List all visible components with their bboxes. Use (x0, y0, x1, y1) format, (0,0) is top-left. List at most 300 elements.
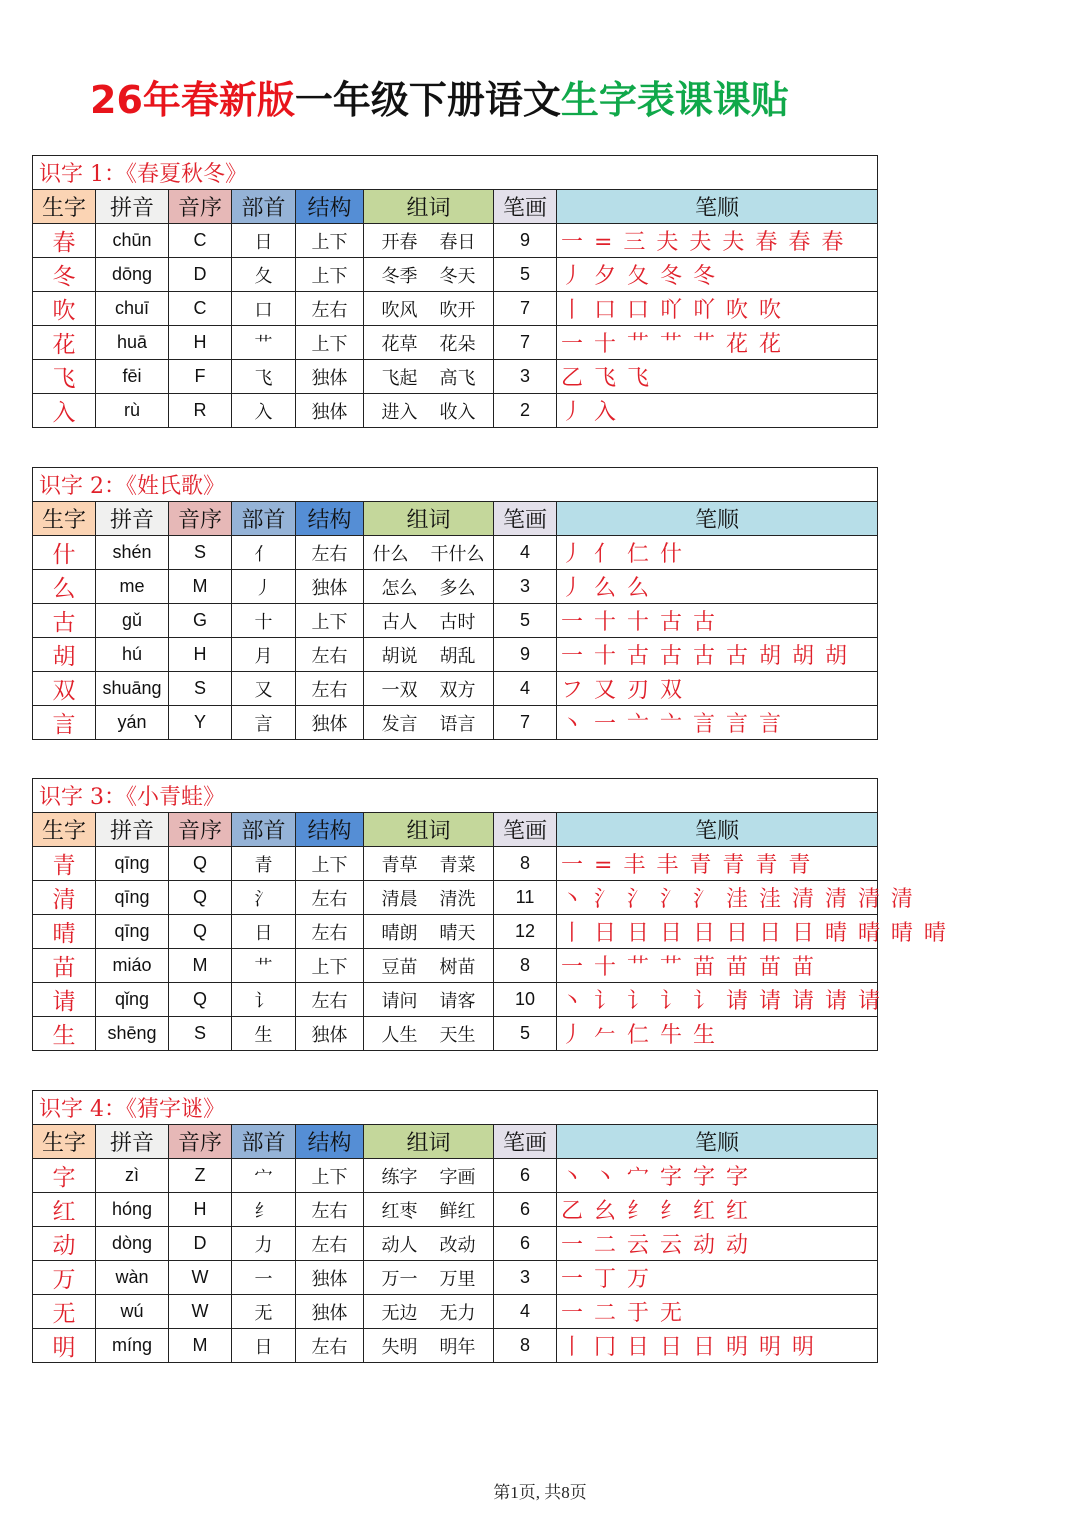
sequence-cell: 丶 一 亠 亠 言 言 言 (557, 706, 878, 740)
radical-cell: 丿 (232, 570, 296, 604)
pinyin-cell: wú (96, 1295, 169, 1329)
sequence-cell: 丿 入 (557, 394, 878, 428)
order-cell: Q (169, 983, 232, 1017)
strokes-cell: 3 (494, 1261, 557, 1295)
pinyin-cell: shén (96, 536, 169, 570)
word-2: 双方 (439, 679, 476, 701)
header-radical: 部首 (232, 1125, 296, 1159)
words-cell (364, 847, 494, 881)
strokes-cell: 2 (494, 394, 557, 428)
pinyin-cell: qīng (96, 847, 169, 881)
char-cell: 入 (33, 394, 96, 428)
word-1: 进入 (381, 401, 418, 423)
sequence-cell: 乙 幺 纟 纟 红 红 (557, 1193, 878, 1227)
table-row (33, 672, 878, 706)
word-2: 无力 (439, 1302, 476, 1324)
structure-cell: 左右 (296, 1227, 364, 1261)
order-cell: S (169, 672, 232, 706)
structure-cell: 独体 (296, 570, 364, 604)
lesson-table (32, 778, 948, 1051)
sequence-cell: 一 十 古 古 古 古 胡 胡 胡 (557, 638, 878, 672)
structure-cell: 左右 (296, 915, 364, 949)
word-2: 高飞 (439, 367, 476, 389)
structure-cell: 左右 (296, 536, 364, 570)
radical-cell: 讠 (232, 983, 296, 1017)
pinyin-cell: shuāng (96, 672, 169, 706)
header-structure: 结构 (296, 502, 364, 536)
order-cell: H (169, 326, 232, 360)
sequence-cell: フ 又 刃 双 (557, 672, 878, 706)
table-row (33, 536, 878, 570)
words-cell (364, 1227, 494, 1261)
word-1: 请问 (381, 990, 418, 1012)
pinyin-cell: huā (96, 326, 169, 360)
header-radical: 部首 (232, 502, 296, 536)
words-cell (364, 394, 494, 428)
radical-cell: 十 (232, 604, 296, 638)
order-cell: M (169, 1329, 232, 1363)
strokes-cell: 10 (494, 983, 557, 1017)
word-1: 胡说 (381, 645, 418, 667)
order-cell: W (169, 1261, 232, 1295)
table-row (33, 604, 878, 638)
radical-cell: 日 (232, 915, 296, 949)
radical-cell: 又 (232, 672, 296, 706)
sequence-cell: 一 丁 万 (557, 1261, 878, 1295)
word-1: 红枣 (381, 1200, 418, 1222)
title-part-2: 一年级下册语文 (294, 78, 561, 122)
word-2: 花朵 (439, 333, 476, 355)
strokes-cell: 6 (494, 1193, 557, 1227)
words-cell (364, 570, 494, 604)
header-order: 音序 (169, 813, 232, 847)
radical-cell: 日 (232, 1329, 296, 1363)
lesson-table (32, 467, 878, 740)
radical-cell: 艹 (232, 326, 296, 360)
strokes-cell: 4 (494, 536, 557, 570)
table-row (33, 1295, 878, 1329)
strokes-cell: 3 (494, 360, 557, 394)
pinyin-cell: dòng (96, 1227, 169, 1261)
sequence-cell: 丨 冂 日 日 日 明 明 明 (557, 1329, 878, 1363)
order-cell: H (169, 1193, 232, 1227)
title-part-3: 生字表课课贴 (560, 78, 789, 122)
strokes-cell: 7 (494, 326, 557, 360)
word-1: 无边 (381, 1302, 418, 1324)
table-row (33, 360, 878, 394)
order-cell: D (169, 1227, 232, 1261)
table-row (33, 1193, 878, 1227)
word-1: 开春 (381, 231, 418, 253)
header-sequence: 笔顺 (557, 813, 878, 847)
sequence-cell: 一 二 云 云 动 动 (557, 1227, 878, 1261)
structure-cell: 上下 (296, 604, 364, 638)
pinyin-cell: chūn (96, 224, 169, 258)
radical-cell: 青 (232, 847, 296, 881)
word-1: 一双 (381, 679, 418, 701)
order-cell: C (169, 292, 232, 326)
pinyin-cell: zì (96, 1159, 169, 1193)
header-words: 组词 (364, 813, 494, 847)
words-cell (364, 258, 494, 292)
words-cell (364, 949, 494, 983)
word-1: 吹风 (381, 299, 418, 321)
sequence-cell: 丿 亻 仁 什 (557, 536, 878, 570)
page-title (90, 72, 789, 128)
char-cell: 无 (33, 1295, 96, 1329)
char-cell: 飞 (33, 360, 96, 394)
word-2: 冬天 (439, 265, 476, 287)
header-char: 生字 (33, 1125, 96, 1159)
structure-cell: 上下 (296, 949, 364, 983)
char-cell: 青 (33, 847, 96, 881)
char-cell: 春 (33, 224, 96, 258)
char-cell: 胡 (33, 638, 96, 672)
char-cell: 明 (33, 1329, 96, 1363)
table-row (33, 292, 878, 326)
words-cell (364, 983, 494, 1017)
radical-cell: 入 (232, 394, 296, 428)
order-cell: D (169, 258, 232, 292)
table-row (33, 915, 878, 949)
lesson-table (32, 1090, 878, 1363)
structure-cell: 独体 (296, 360, 364, 394)
structure-cell: 上下 (296, 258, 364, 292)
header-words: 组词 (364, 502, 494, 536)
pinyin-cell: qīng (96, 881, 169, 915)
word-2: 古时 (439, 611, 476, 633)
word-1: 冬季 (381, 265, 418, 287)
sequence-cell: 一 = 丰 丰 青 青 青 青 (557, 847, 878, 881)
sequence-cell: 丿 么 么 (557, 570, 878, 604)
title-part-1: 26年春新版 (90, 78, 295, 122)
word-1: 飞起 (381, 367, 418, 389)
sequence-cell: 丶 讠 讠 讠 讠 请 请 请 请 请 (557, 983, 878, 1017)
word-1: 动人 (381, 1234, 418, 1256)
word-2: 天生 (439, 1024, 476, 1046)
radical-cell: 艹 (232, 949, 296, 983)
structure-cell: 独体 (296, 394, 364, 428)
structure-cell: 左右 (296, 638, 364, 672)
radical-cell: 纟 (232, 1193, 296, 1227)
structure-cell: 上下 (296, 1159, 364, 1193)
words-cell (364, 1159, 494, 1193)
word-1: 豆苗 (381, 956, 418, 978)
radical-cell: 口 (232, 292, 296, 326)
pinyin-cell: yán (96, 706, 169, 740)
strokes-cell: 8 (494, 949, 557, 983)
strokes-cell: 4 (494, 672, 557, 706)
word-1: 怎么 (381, 577, 418, 599)
table-row (33, 949, 878, 983)
radical-cell: 氵 (232, 881, 296, 915)
char-cell: 吹 (33, 292, 96, 326)
char-cell: 古 (33, 604, 96, 638)
pinyin-cell: rù (96, 394, 169, 428)
header-order: 音序 (169, 1125, 232, 1159)
word-2: 干什么 (430, 543, 485, 565)
table-row (33, 881, 878, 915)
header-radical: 部首 (232, 190, 296, 224)
strokes-cell: 6 (494, 1227, 557, 1261)
order-cell: S (169, 536, 232, 570)
char-cell: 苗 (33, 949, 96, 983)
table-row (33, 570, 878, 604)
radical-cell: 月 (232, 638, 296, 672)
structure-cell: 独体 (296, 1017, 364, 1051)
words-cell (364, 326, 494, 360)
order-cell: S (169, 1017, 232, 1051)
header-strokes: 笔画 (494, 1125, 557, 1159)
word-2: 多么 (439, 577, 476, 599)
char-cell: 请 (33, 983, 96, 1017)
words-cell (364, 224, 494, 258)
sequence-cell: 丶 丶 宀 字 字 字 (557, 1159, 878, 1193)
header-strokes: 笔画 (494, 190, 557, 224)
strokes-cell: 4 (494, 1295, 557, 1329)
pinyin-cell: miáo (96, 949, 169, 983)
page-footer: 第1页, 共8页 (493, 1483, 587, 1502)
strokes-cell: 7 (494, 292, 557, 326)
word-1: 人生 (381, 1024, 418, 1046)
lesson-caption: 识字 1：《春夏秋冬》 (33, 156, 878, 190)
radical-cell: 无 (232, 1295, 296, 1329)
word-2: 明年 (439, 1336, 476, 1358)
char-cell: 生 (33, 1017, 96, 1051)
header-pinyin: 拼音 (96, 813, 169, 847)
words-cell (364, 672, 494, 706)
strokes-cell: 5 (494, 1017, 557, 1051)
char-cell: 什 (33, 536, 96, 570)
header-sequence: 笔顺 (557, 1125, 878, 1159)
pinyin-cell: me (96, 570, 169, 604)
word-1: 万一 (381, 1268, 418, 1290)
pinyin-cell: shēng (96, 1017, 169, 1051)
header-words: 组词 (364, 190, 494, 224)
structure-cell: 左右 (296, 881, 364, 915)
structure-cell: 左右 (296, 672, 364, 706)
strokes-cell: 5 (494, 604, 557, 638)
table-row (33, 983, 878, 1017)
word-2: 胡乱 (439, 645, 476, 667)
sequence-cell: 丿 夕 夂 冬 冬 (557, 258, 878, 292)
radical-cell: 一 (232, 1261, 296, 1295)
strokes-cell: 8 (494, 847, 557, 881)
header-order: 音序 (169, 190, 232, 224)
structure-cell: 独体 (296, 706, 364, 740)
table-row (33, 847, 878, 881)
word-2: 树苗 (439, 956, 476, 978)
word-2: 收入 (439, 401, 476, 423)
structure-cell: 独体 (296, 1261, 364, 1295)
char-cell: 万 (33, 1261, 96, 1295)
structure-cell: 上下 (296, 847, 364, 881)
strokes-cell: 8 (494, 1329, 557, 1363)
strokes-cell: 7 (494, 706, 557, 740)
structure-cell: 左右 (296, 983, 364, 1017)
word-1: 什么 (372, 543, 409, 565)
char-cell: 言 (33, 706, 96, 740)
word-1: 清晨 (381, 888, 418, 910)
lesson-caption: 识字 2：《姓氏歌》 (33, 468, 878, 502)
table-row (33, 638, 878, 672)
table-row (33, 224, 878, 258)
word-2: 春日 (439, 231, 476, 253)
order-cell: Q (169, 915, 232, 949)
word-2: 请客 (439, 990, 476, 1012)
char-cell: 么 (33, 570, 96, 604)
structure-cell: 左右 (296, 1329, 364, 1363)
word-1: 练字 (381, 1166, 418, 1188)
structure-cell: 左右 (296, 292, 364, 326)
char-cell: 花 (33, 326, 96, 360)
sequence-cell: 一 = 三 夫 夫 夫 春 春 春 (557, 224, 878, 258)
table-row (33, 1261, 878, 1295)
order-cell: C (169, 224, 232, 258)
pinyin-cell: qǐng (96, 983, 169, 1017)
pinyin-cell: míng (96, 1329, 169, 1363)
words-cell (364, 915, 494, 949)
word-2: 吹开 (439, 299, 476, 321)
order-cell: G (169, 604, 232, 638)
words-cell (364, 536, 494, 570)
order-cell: F (169, 360, 232, 394)
word-1: 发言 (381, 713, 418, 735)
word-1: 古人 (381, 611, 418, 633)
sequence-cell: 一 十 艹 艹 艹 花 花 (557, 326, 878, 360)
structure-cell: 独体 (296, 1295, 364, 1329)
table-row (33, 1159, 878, 1193)
table-row (33, 258, 878, 292)
word-2: 鲜红 (439, 1200, 476, 1222)
pinyin-cell: dōng (96, 258, 169, 292)
header-char: 生字 (33, 190, 96, 224)
pinyin-cell: hóng (96, 1193, 169, 1227)
sequence-cell: 一 十 十 古 古 (557, 604, 878, 638)
strokes-cell: 11 (494, 881, 557, 915)
char-cell: 双 (33, 672, 96, 706)
sequence-cell: 一 十 艹 艹 苗 苗 苗 苗 (557, 949, 878, 983)
char-cell: 晴 (33, 915, 96, 949)
header-order: 音序 (169, 502, 232, 536)
sequence-cell: 一 二 于 无 (557, 1295, 878, 1329)
sequence-cell: 丨 口 口 吖 吖 吹 吹 (557, 292, 878, 326)
order-cell: Q (169, 847, 232, 881)
table-row (33, 394, 878, 428)
word-2: 青菜 (439, 854, 476, 876)
words-cell (364, 360, 494, 394)
radical-cell: 亻 (232, 536, 296, 570)
sequence-cell: 丿 𠂉 仁 牛 生 (557, 1017, 878, 1051)
header-sequence: 笔顺 (557, 190, 878, 224)
words-cell (364, 1017, 494, 1051)
radical-cell: 生 (232, 1017, 296, 1051)
strokes-cell: 9 (494, 638, 557, 672)
header-structure: 结构 (296, 1125, 364, 1159)
words-cell (364, 1295, 494, 1329)
word-1: 失明 (381, 1336, 418, 1358)
header-structure: 结构 (296, 190, 364, 224)
order-cell: H (169, 638, 232, 672)
strokes-cell: 9 (494, 224, 557, 258)
structure-cell: 上下 (296, 224, 364, 258)
words-cell (364, 604, 494, 638)
order-cell: Q (169, 881, 232, 915)
radical-cell: 夂 (232, 258, 296, 292)
words-cell (364, 638, 494, 672)
table-row (33, 326, 878, 360)
words-cell (364, 292, 494, 326)
header-char: 生字 (33, 502, 96, 536)
order-cell: Y (169, 706, 232, 740)
word-2: 清洗 (439, 888, 476, 910)
sequence-cell: 丶 氵 氵 氵 氵 洼 洼 清 清 清 清 (557, 881, 878, 915)
strokes-cell: 3 (494, 570, 557, 604)
char-cell: 清 (33, 881, 96, 915)
strokes-cell: 12 (494, 915, 557, 949)
word-1: 青草 (381, 854, 418, 876)
pinyin-cell: chuī (96, 292, 169, 326)
lesson-table (32, 155, 878, 428)
words-cell (364, 1329, 494, 1363)
radical-cell: 力 (232, 1227, 296, 1261)
lesson-caption: 识字 4：《猜字谜》 (33, 1091, 878, 1125)
radical-cell: 宀 (232, 1159, 296, 1193)
radical-cell: 言 (232, 706, 296, 740)
structure-cell: 左右 (296, 1193, 364, 1227)
char-cell: 字 (33, 1159, 96, 1193)
radical-cell: 日 (232, 224, 296, 258)
sequence-cell: 乙 飞 飞 (557, 360, 878, 394)
sequence-cell: 丨 日 日 日 日 日 日 日 晴 晴 晴 晴 (557, 915, 878, 949)
word-1: 晴朗 (381, 922, 418, 944)
word-2: 字画 (439, 1166, 476, 1188)
char-cell: 红 (33, 1193, 96, 1227)
header-structure: 结构 (296, 813, 364, 847)
header-strokes: 笔画 (494, 813, 557, 847)
header-words: 组词 (364, 1125, 494, 1159)
word-2: 语言 (439, 713, 476, 735)
header-sequence: 笔顺 (557, 502, 878, 536)
header-char: 生字 (33, 813, 96, 847)
strokes-cell: 6 (494, 1159, 557, 1193)
word-2: 晴天 (439, 922, 476, 944)
header-strokes: 笔画 (494, 502, 557, 536)
strokes-cell: 5 (494, 258, 557, 292)
header-pinyin: 拼音 (96, 1125, 169, 1159)
pinyin-cell: hú (96, 638, 169, 672)
table-row (33, 1329, 878, 1363)
structure-cell: 上下 (296, 326, 364, 360)
words-cell (364, 881, 494, 915)
order-cell: W (169, 1295, 232, 1329)
char-cell: 动 (33, 1227, 96, 1261)
pinyin-cell: fēi (96, 360, 169, 394)
pinyin-cell: qīng (96, 915, 169, 949)
header-pinyin: 拼音 (96, 190, 169, 224)
table-row (33, 1227, 878, 1261)
word-2: 改动 (439, 1234, 476, 1256)
word-2: 万里 (439, 1268, 476, 1290)
word-1: 花草 (381, 333, 418, 355)
order-cell: Z (169, 1159, 232, 1193)
table-row (33, 1017, 878, 1051)
order-cell: M (169, 570, 232, 604)
pinyin-cell: gǔ (96, 604, 169, 638)
words-cell (364, 1261, 494, 1295)
header-pinyin: 拼音 (96, 502, 169, 536)
lesson-caption: 识字 3：《小青蛙》 (33, 779, 878, 813)
